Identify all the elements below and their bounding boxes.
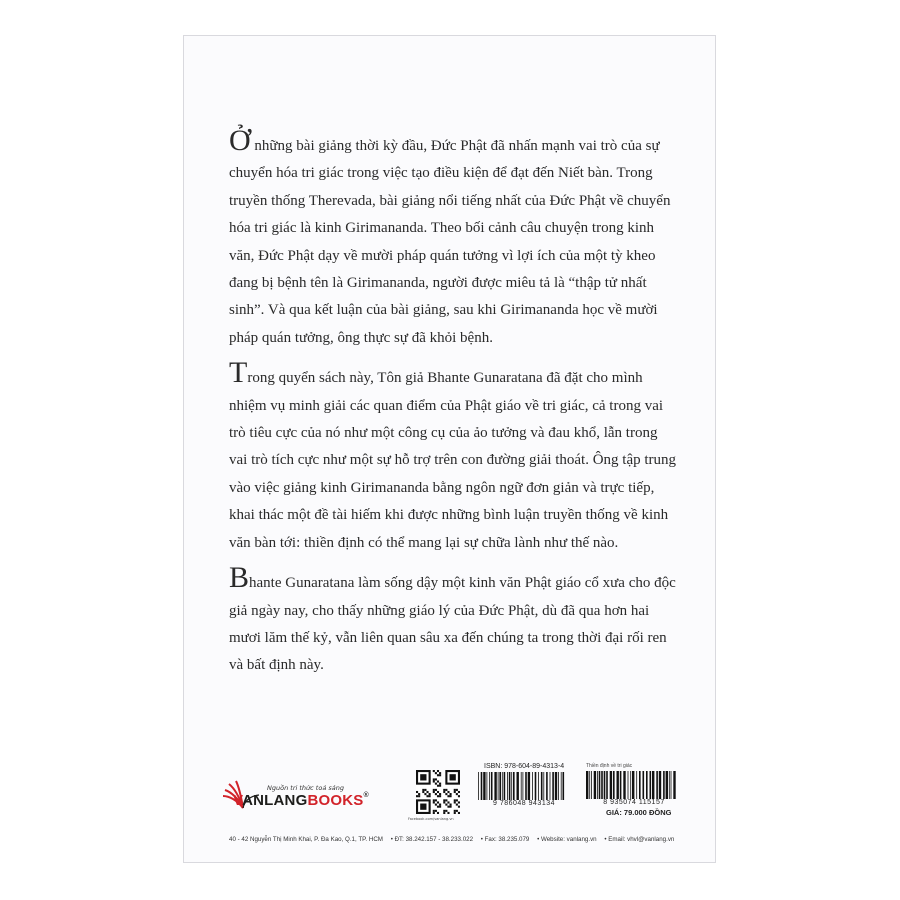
qr-module <box>435 783 437 785</box>
barcode-bar <box>594 771 596 799</box>
qr-module <box>450 795 452 797</box>
isbn-barcode-number: 9 786048 943134 <box>493 800 555 807</box>
barcode-bar <box>650 771 652 799</box>
barcode-bar <box>528 772 530 800</box>
qr-module <box>456 789 458 791</box>
qr-module <box>443 812 445 814</box>
qr-module <box>433 770 435 772</box>
barcode-bar <box>617 771 619 799</box>
barcode-bar <box>511 772 512 800</box>
barcode-bar <box>671 771 672 799</box>
paragraph-text: những bài giảng thời kỳ đầu, Đức Phật đã nhấn mạnh vai trò của sự chuyển hóa tri giác trong việc tạo điều kiện để đạt đến Niết bàn. Trong truyền thống Therevada, bài giảng nổi tiếng nhất của Đức Phật về chuyển hóa tri giác là kinh Girimananda. Theo bối cảnh câu chuyện trong kinh văn, Đức Phật dạy về mười pháp quán tưởng vì lợi ích của một tỳ kheo đang bị bệnh tên là Girimananda, người được miêu tả là “thập tử nhất sinh”. Và qua kết luận của bài giảng, sau khi Girimananda học về mười pháp quán tưởng, ông thực sự đã khỏi bệnh. <box>229 138 671 346</box>
barcode-bar <box>535 772 537 800</box>
footer-fax: • Fax: 38.235.079 <box>480 836 530 843</box>
qr-module <box>418 795 420 797</box>
price-barcode-block <box>584 763 684 817</box>
qr-module <box>433 812 435 814</box>
barcode-bar <box>491 772 493 800</box>
qr-module <box>447 812 449 814</box>
qr-module <box>416 795 418 797</box>
barcode-bar <box>532 772 533 800</box>
publisher-tagline: Nguồn tri thức toả sáng <box>267 784 344 792</box>
qr-module <box>458 791 460 793</box>
qr-module <box>447 791 449 793</box>
barcode-bar <box>483 772 485 800</box>
barcode-bar <box>669 771 670 799</box>
barcode-bar <box>509 772 511 800</box>
wordmark-books: BOOKS <box>307 792 364 809</box>
qr-module <box>437 806 439 808</box>
qr-caption: Facebook.com/vanlang.vn <box>408 817 454 821</box>
price-barcode-number: 8 935074 115157 <box>603 799 665 806</box>
qr-module <box>433 810 435 812</box>
barcode-bar <box>563 772 565 800</box>
barcode-bar <box>489 772 490 800</box>
qr-module <box>437 780 439 782</box>
drop-cap: T <box>229 356 248 390</box>
qr-module <box>447 801 449 803</box>
qr-module <box>450 804 452 806</box>
qr-module <box>443 791 445 793</box>
qr-module <box>443 789 445 791</box>
qr-module <box>445 793 447 795</box>
qr-module <box>454 801 456 803</box>
drop-cap: Ở <box>229 124 251 157</box>
qr-module <box>437 801 439 803</box>
barcode-bar <box>620 771 622 799</box>
qr-module <box>426 795 428 797</box>
barcode-bar <box>521 772 522 800</box>
qr-module <box>450 806 452 808</box>
footer-phone: • ĐT: 38.242.157 - 38.233.022 <box>390 836 474 843</box>
qr-module <box>433 780 435 782</box>
catalog-label: Thiền định về tri giác <box>586 763 633 769</box>
qr-module <box>422 789 424 791</box>
qr-module <box>439 783 441 785</box>
qr-module <box>439 772 441 774</box>
qr-finder <box>420 804 426 810</box>
qr-module <box>456 804 458 806</box>
paragraph-text: rong quyển sách này, Tôn giả Bhante Gunaratana đã đặt cho mình nhiệm vụ minh giải các quan điểm của Phật giáo về tri giác, cả trong vai trò tiêu cực của nó như một công cụ của ảo tưởng và đau khổ, lẫn trong vai trò tích cực như một sự hỗ trợ trên con đường giải thoát. Ông tập trung vào việc giảng kinh Girimananda bằng ngôn ngữ đơn giản và trực tiếp, khai thác một đề tài hiếm khi được những bình luận truyền thống về kinh văn bàn tới: thiền định có thể mang lại sự chữa lành như thế nào. <box>229 370 677 551</box>
barcode-bar <box>659 771 661 799</box>
qr-module <box>433 789 435 791</box>
publisher-logo <box>221 778 396 818</box>
qr-module <box>416 791 418 793</box>
footer-website: • Website: vanlang.vn <box>537 836 597 843</box>
barcode-bar <box>643 771 645 799</box>
barcode-bar <box>543 772 544 800</box>
barcode-bar <box>606 771 608 799</box>
barcode-bar <box>498 772 499 800</box>
publisher-wordmark <box>233 792 369 809</box>
barcode-bar <box>561 772 562 800</box>
qr-module <box>458 801 460 803</box>
qr-module <box>437 770 439 772</box>
qr-code <box>416 770 460 814</box>
qr-module <box>437 774 439 776</box>
qr-module <box>429 793 431 795</box>
qr-module <box>437 791 439 793</box>
qr-module <box>433 801 435 803</box>
registered-mark: ® <box>363 792 369 799</box>
qr-module <box>443 799 445 801</box>
qr-module <box>433 791 435 793</box>
qr-module <box>445 789 447 791</box>
isbn-label: ISBN: 978-604-89-4313-4 <box>484 763 565 770</box>
qr-module <box>435 778 437 780</box>
drop-cap: B <box>229 561 250 595</box>
qr-module <box>426 791 428 793</box>
barcode-bar <box>550 772 551 800</box>
barcode-bar <box>552 772 554 800</box>
barcode-bar <box>656 771 658 799</box>
barcode-bar <box>630 771 631 799</box>
qr-module <box>447 806 449 808</box>
qr-module <box>439 804 441 806</box>
qr-module <box>456 810 458 812</box>
barcode-bar <box>610 771 612 799</box>
qr-module <box>450 793 452 795</box>
qr-module <box>435 810 437 812</box>
barcode-bar <box>628 771 629 799</box>
qr-module <box>454 791 456 793</box>
barcode-bar <box>623 771 625 799</box>
qr-module <box>439 785 441 787</box>
blurb-paragraph-3 <box>229 561 679 680</box>
barcode-bar <box>517 772 519 800</box>
qr-module <box>445 799 447 801</box>
qr-module <box>456 799 458 801</box>
barcode-bar <box>481 772 483 800</box>
barcode-bar <box>646 771 648 799</box>
price-barcode <box>584 771 676 801</box>
qr-finder <box>420 774 426 780</box>
qr-module <box>424 793 426 795</box>
barcode-bar <box>591 771 592 799</box>
publisher-footer <box>229 836 674 843</box>
qr-module <box>435 799 437 801</box>
qr-module <box>439 793 441 795</box>
barcode-bar <box>502 772 503 800</box>
barcode-bar <box>604 771 606 799</box>
barcode-bar <box>652 771 654 799</box>
barcode-bar <box>589 771 590 799</box>
barcode-bar <box>541 772 543 800</box>
paragraph-text: hante Gunaratana làm sống dậy một kinh văn Phật giáo cổ xưa cho độc giả ngày nay, cho thấy những giáo lý của Đức Phật, dù đã qua hơn hai mươi lăm thế kỷ, vẫn liên quan sâu xa đến chúng ta trong thời đại rối ren và bất định này. <box>229 575 676 674</box>
qr-module <box>435 789 437 791</box>
qr-module <box>437 795 439 797</box>
qr-module <box>447 795 449 797</box>
isbn-barcode-block <box>476 763 572 807</box>
blurb-paragraph-2 <box>229 356 679 557</box>
barcode-bar <box>487 772 488 800</box>
qr-module <box>435 793 437 795</box>
barcode-bar <box>525 772 527 800</box>
qr-module <box>439 774 441 776</box>
qr-module <box>445 804 447 806</box>
qr-module <box>418 793 420 795</box>
qr-module <box>454 789 456 791</box>
qr-module <box>458 806 460 808</box>
price-label: GIÁ: 79.000 ĐỒNG <box>606 808 672 817</box>
barcode-bar <box>504 772 506 800</box>
footer-address: 40 - 42 Nguyễn Thị Minh Khai, P. Đa Kao, Q.1, TP. HCM <box>229 836 383 843</box>
qr-module <box>456 793 458 795</box>
qr-module <box>454 812 456 814</box>
cover-blurb <box>229 124 679 693</box>
qr-module <box>454 810 456 812</box>
barcode-bar <box>613 771 615 799</box>
qr-module <box>435 772 437 774</box>
barcode-bar <box>639 771 641 799</box>
wordmark-anlang: ANLANG <box>242 792 308 809</box>
barcode-bar <box>558 772 559 800</box>
qr-module <box>433 778 435 780</box>
wordmark-v: V <box>233 792 243 809</box>
barcode-bar <box>478 772 479 800</box>
barcode-bar <box>523 772 524 800</box>
barcode-bar <box>586 771 588 799</box>
qr-module <box>443 801 445 803</box>
barcode-bar <box>663 771 665 799</box>
barcode-bar <box>499 772 501 800</box>
barcode-bar <box>666 771 668 799</box>
qr-module <box>439 795 441 797</box>
barcode-bar <box>597 771 598 799</box>
qr-module <box>437 785 439 787</box>
qr-module <box>424 789 426 791</box>
barcode-bar <box>513 772 515 800</box>
barcode-bar <box>546 772 548 800</box>
qr-module <box>422 791 424 793</box>
barcode-bar <box>636 771 637 799</box>
barcode-bar <box>555 772 557 800</box>
barcode-bar <box>494 772 496 800</box>
qr-module <box>435 804 437 806</box>
barcode-bar <box>673 771 675 799</box>
qr-module <box>433 799 435 801</box>
qr-finder <box>450 774 456 780</box>
qr-module <box>439 806 441 808</box>
footer-email: • Email: vhvl@vanlang.vn <box>604 836 675 843</box>
blurb-paragraph-1 <box>229 124 679 352</box>
isbn-barcode <box>476 772 568 802</box>
qr-module <box>443 810 445 812</box>
qr-module <box>445 810 447 812</box>
book-back-cover <box>183 35 716 863</box>
qr-module <box>458 812 460 814</box>
barcode-bar <box>507 772 508 800</box>
qr-module <box>458 795 460 797</box>
qr-module <box>454 799 456 801</box>
qr-module <box>437 812 439 814</box>
barcode-bar <box>632 771 634 799</box>
qr-module <box>429 795 431 797</box>
barcode-bar <box>601 771 603 799</box>
barcode-bar <box>538 772 539 800</box>
barcode-bar <box>599 771 601 799</box>
